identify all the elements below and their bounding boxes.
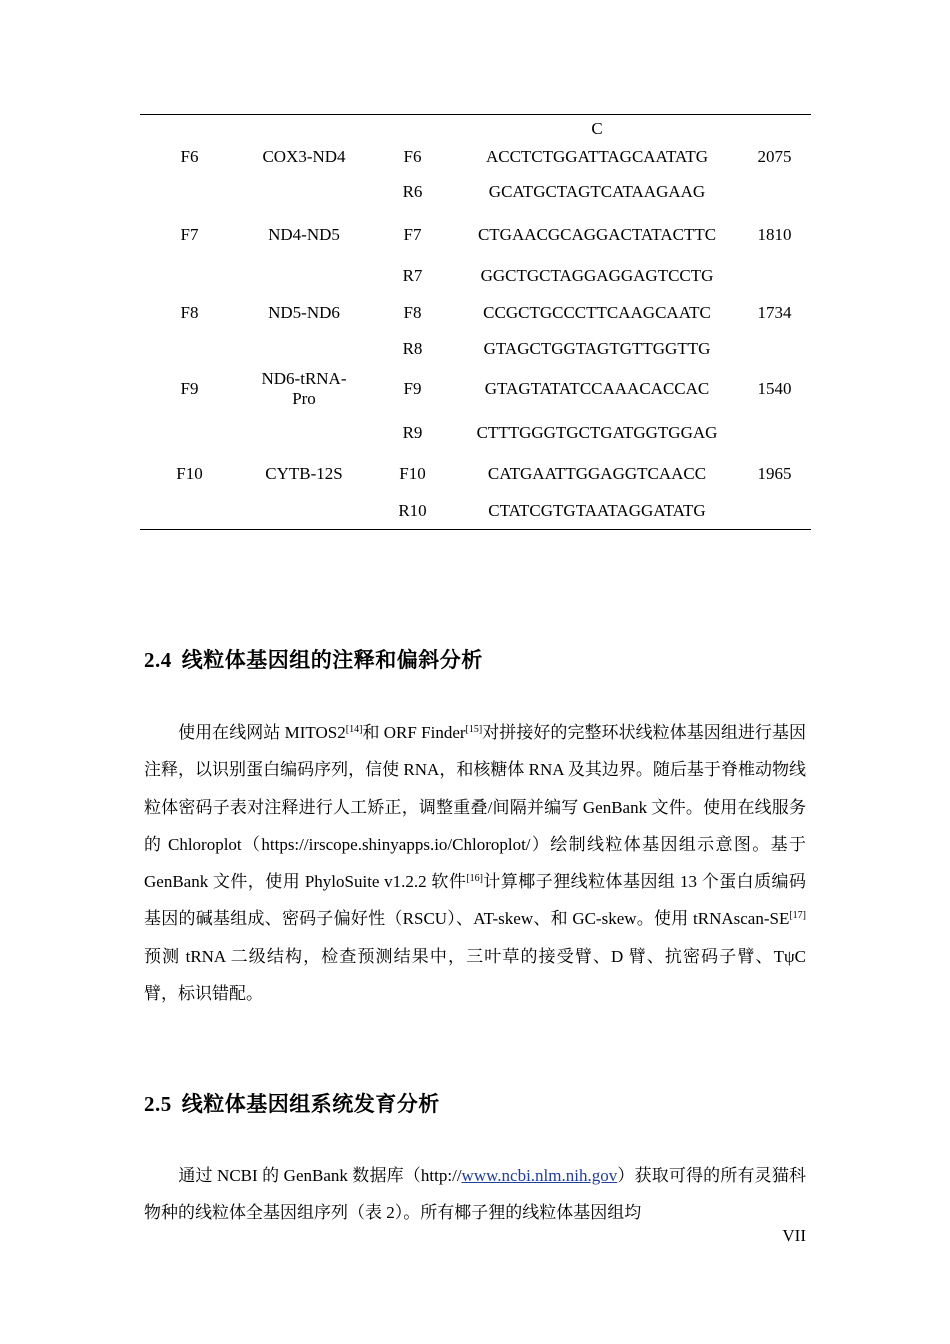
sequence-cell: GTAGTATATCCAAACACCAC: [484, 379, 710, 398]
length-cell: [738, 115, 811, 143]
region-cell: ND6-tRNA-Pro: [261, 369, 347, 408]
section-number: 2.5: [144, 1092, 172, 1116]
primer-name-cell: F6: [180, 147, 199, 166]
table-row: [140, 171, 811, 213]
table-row: [140, 257, 811, 295]
primer-id-cell: [369, 115, 456, 143]
table-row: [140, 295, 811, 331]
length-cell: [738, 411, 811, 455]
text-span: 预测 tRNA 二级结构，检查预测结果中，三叶草的接受臂、D 臂、抗密码子臂、TψC 臂，标识错配。: [144, 946, 806, 1004]
table-row: [140, 411, 811, 455]
region-cell: [239, 493, 369, 529]
table-row: [140, 331, 811, 367]
primer-id-cell: R10: [398, 501, 427, 520]
primer-id-cell: R6: [402, 182, 423, 201]
primer-name-cell: [140, 411, 239, 455]
length-cell: 1810: [757, 225, 792, 244]
region-cell: [239, 171, 369, 213]
length-cell: [738, 171, 811, 213]
region-cell: ND4-ND5: [268, 225, 340, 244]
primer-id-cell: R8: [402, 339, 423, 358]
sequence-cell: GTAGCTGGTAGTGTTGGTTG: [483, 339, 711, 358]
sequence-cell: CTTTGGGTGCTGATGGTGGAG: [476, 423, 718, 442]
region-cell: [239, 331, 369, 367]
primer-name-cell: [140, 115, 239, 143]
primer-name-cell: [140, 257, 239, 295]
primer-name-cell: F7: [180, 225, 199, 244]
primer-id-cell: F8: [403, 303, 422, 322]
length-cell: 1734: [757, 303, 792, 322]
primer-id-cell: R7: [402, 266, 423, 285]
sequence-cell: CTGAACGCAGGACTATACTTC: [477, 225, 717, 244]
ncbi-link[interactable]: www.ncbi.nlm.nih.gov: [461, 1166, 618, 1185]
primer-id-cell: F7: [403, 225, 422, 244]
primer-id-cell: R9: [402, 423, 423, 442]
length-cell: 1540: [757, 379, 792, 398]
primer-name-cell: F10: [176, 464, 203, 483]
text-span: ）获取可得的所有灵猫科物种的线粒体全基因组序列（表 2）。所有椰子狸的线粒体基因组均: [144, 1166, 806, 1223]
region-cell: COX3-ND4: [262, 147, 346, 166]
section-number: 2.4: [144, 648, 172, 672]
primer-id-cell: F9: [403, 379, 422, 398]
section-2-4-paragraph: [144, 714, 806, 1012]
table-row: [140, 367, 811, 411]
primer-id-cell: F10: [399, 464, 426, 483]
sequence-cell: C: [591, 119, 603, 138]
citation-14: [14]: [345, 724, 363, 735]
primer-name-cell: F9: [180, 379, 199, 398]
table-row: [140, 213, 811, 257]
section-title: 线粒体基因组的注释和偏斜分析: [181, 648, 483, 672]
length-cell: 1965: [757, 464, 792, 483]
text-span: 计算椰子狸线粒体基因组 13 个蛋白质编码基因的碱基组成、密码子偏好性（RSCU）、AT-skew、和 GC-skew。使用 tRNAscan-SE: [144, 872, 806, 929]
section-heading-2-4: [144, 644, 483, 674]
sequence-cell: ACCTCTGGATTAGCAATATG: [485, 147, 709, 166]
region-cell: ND5-ND6: [268, 303, 340, 322]
citation-17: [17]: [789, 910, 806, 922]
text-span: 使用在线网站 MITOS2: [178, 723, 346, 742]
table-row: [140, 493, 811, 529]
primer-table: [140, 114, 811, 530]
citation-15: [15]: [465, 724, 483, 735]
table-row: [140, 115, 811, 143]
sequence-cell: CCGCTGCCCTTCAAGCAATC: [483, 303, 711, 322]
sequence-cell: CTATCGTGTAATAGGATATG: [488, 501, 706, 520]
section-2-5-paragraph: [144, 1157, 806, 1232]
region-cell: CYTB-12S: [265, 464, 343, 483]
region-cell: [239, 257, 369, 295]
section-title: 线粒体基因组系统发育分析: [181, 1092, 440, 1116]
region-cell: [239, 115, 369, 143]
text-span: 和 ORF Finder: [362, 723, 466, 742]
sequence-cell: CATGAATTGGAGGTCAACC: [487, 464, 707, 483]
primer-id-cell: F6: [403, 147, 422, 166]
text-span: 通过 NCBI 的 GenBank 数据库（http://: [178, 1166, 462, 1185]
length-cell: [738, 331, 811, 367]
table-row: [140, 143, 811, 171]
table-row: [140, 455, 811, 493]
primer-name-cell: [140, 493, 239, 529]
region-cell: [239, 411, 369, 455]
length-cell: [738, 493, 811, 529]
citation-16: [16]: [466, 873, 483, 885]
length-cell: [738, 257, 811, 295]
sequence-cell: GCATGCTAGTCATAAGAAG: [488, 182, 706, 201]
text-span: 对拼接好的完整环状线粒体基因组进行基因注释，以识别蛋白编码序列，信使 RNA，和核糖体 RNA 及其边界。随后基于脊椎动物线粒体密码子表对注释进行人工矫正，调整重叠/间隔并编写 GenBank 文件。使用在线服务的 Chloroplot（https://irscope.shinyapps.io/Chloroplot/）绘制线粒体基因组示意图。基于 GenBank 文件，使用 PhyloSuite v1.2.2 软件: [144, 723, 807, 892]
primer-name-cell: [140, 331, 239, 367]
primer-name-cell: F8: [180, 303, 199, 322]
section-heading-2-5: [144, 1088, 440, 1118]
page-number: VII: [782, 1226, 806, 1245]
length-cell: 2075: [757, 147, 792, 166]
primer-name-cell: [140, 171, 239, 213]
sequence-cell: GGCTGCTAGGAGGAGTCCTG: [480, 266, 714, 285]
